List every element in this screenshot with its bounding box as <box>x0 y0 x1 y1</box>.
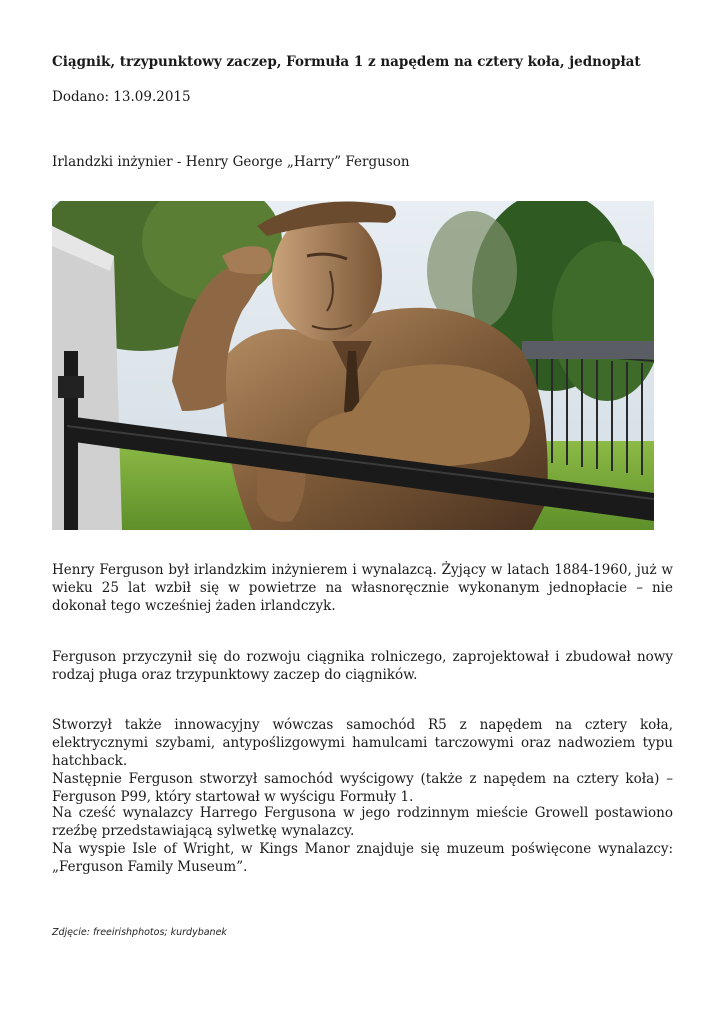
paragraph-3 <box>52 716 673 806</box>
paragraph-3-line-1: Stworzył także innowacyjny wówczas samochód R5 z napędem na cztery koła, elektrycznymi szybami, antypoślizgowymi hamulcami tarczowymi oraz nadwoziem typu hatchback. <box>52 717 673 769</box>
paragraph-1 <box>52 561 673 615</box>
paragraph-4-line-2: Na wyspie Isle of Wright, w Kings Manor znajduje się muzeum poświęcone wynalazcy: „Ferguson Family Museum”. <box>52 841 673 875</box>
paragraph-2-line-1: Ferguson przyczynił się do rozwoju ciągnika rolniczego, zaprojektował i zbudował nowy rodzaj pługa oraz trzypunktowy zaczep do ciągników. <box>52 649 673 683</box>
statue-photo <box>52 201 654 530</box>
paragraph-4 <box>52 804 673 876</box>
publish-date: Dodano: 13.09.2015 <box>52 89 191 105</box>
paragraph-3-line-2: Następnie Ferguson stworzył samochód wyścigowy (także z napędem na cztery koła) – Ferguson P99, który startował w wyścigu Formuły 1. <box>52 771 673 805</box>
paragraph-2 <box>52 648 673 684</box>
statue-photo-illustration <box>52 201 654 530</box>
article-subtitle: Irlandzki inżynier - Henry George „Harry” Ferguson <box>52 154 410 170</box>
photo-credit: Zdjęcie: freeirishphotos; kurdybanek <box>52 927 227 938</box>
paragraph-1-line-1: Henry Ferguson był irlandzkim inżynierem i wynalazcą. Żyjący w latach 1884-1960, już w wieku 25 lat wzbił się w powietrze na własnoręcznie wykonanym jednopłacie – nie dokonał tego wcześniej żaden irlandczyk. <box>52 562 673 614</box>
article-title: Ciągnik, trzypunktowy zaczep, Formuła 1 z napędem na cztery koła, jednopłat <box>52 54 641 70</box>
paragraph-4-line-1: Na cześć wynalazcy Harrego Fergusona w jego rodzinnym mieście Growell postawiono rzeźbę przedstawiającą sylwetkę wynalazcy. <box>52 805 673 839</box>
